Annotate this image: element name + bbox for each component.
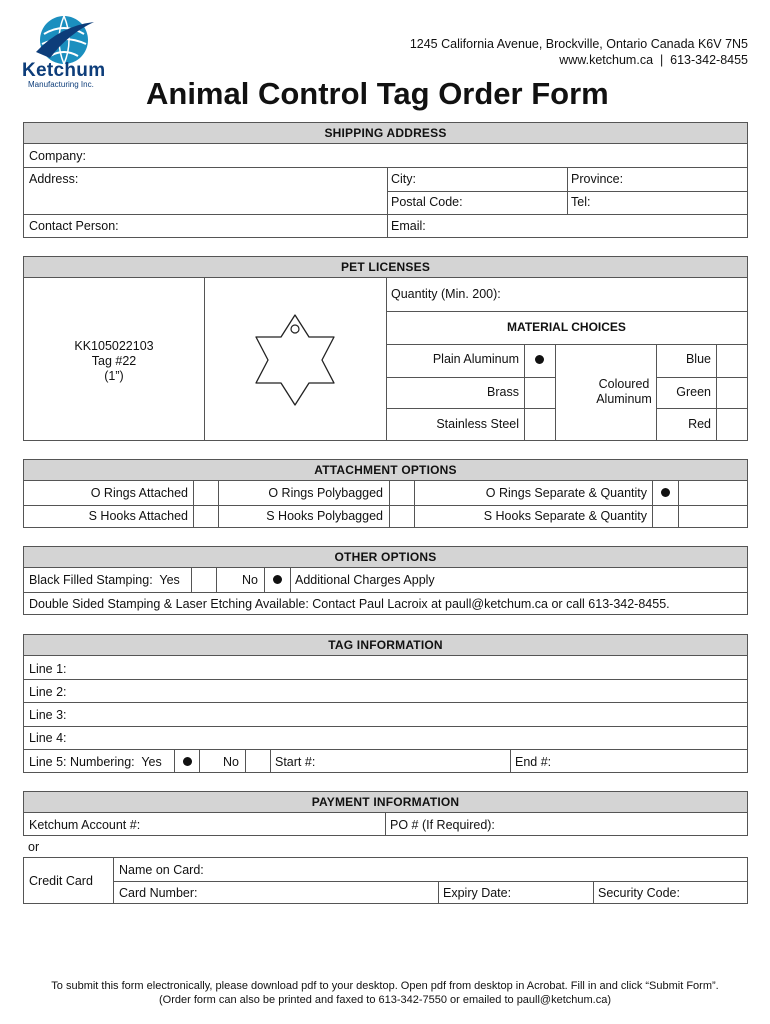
stainless-steel-checkbox[interactable]	[525, 409, 555, 441]
shipping-section	[23, 122, 748, 238]
tag-line-2-field[interactable]: Line 2:	[29, 685, 67, 699]
black-filled-no-label: No	[242, 573, 258, 587]
o-rings-attached-label: O Rings Attached	[90, 486, 188, 500]
tag-information-section	[23, 634, 748, 773]
po-number-field[interactable]: PO # (If Required):	[390, 818, 495, 832]
tel-field[interactable]: Tel:	[571, 195, 591, 209]
selected-dot-icon	[661, 488, 670, 497]
o-rings-separate-label: O Rings Separate & Quantity	[485, 486, 647, 500]
address-field[interactable]: Address:	[29, 172, 79, 186]
aluminum-label: Aluminum	[596, 392, 652, 406]
pet-licenses-heading: PET LICENSES	[24, 257, 747, 278]
email-field[interactable]: Email:	[391, 219, 426, 233]
stainless-steel-label: Stainless Steel	[436, 417, 519, 431]
credit-card-label: Credit Card	[29, 874, 93, 888]
blue-label: Blue	[685, 352, 711, 366]
s-hooks-attached-label: S Hooks Attached	[88, 509, 188, 523]
o-rings-attached-checkbox[interactable]	[194, 481, 218, 505]
brass-label: Brass	[487, 385, 519, 399]
tag-line-1-field[interactable]: Line 1:	[29, 662, 67, 676]
payment-heading: PAYMENT INFORMATION	[24, 792, 747, 813]
tag-information-heading: TAG INFORMATION	[24, 635, 747, 656]
numbering-yes-checkbox[interactable]	[175, 750, 199, 773]
coloured-label: Coloured	[598, 377, 650, 391]
tag-line-4-field[interactable]: Line 4:	[29, 731, 67, 745]
city-field[interactable]: City:	[391, 172, 416, 186]
other-options-heading: OTHER OPTIONS	[24, 547, 747, 568]
s-hooks-separate-checkbox[interactable]	[653, 506, 678, 528]
other-options-section	[23, 546, 748, 615]
submit-instructions: To submit this form electronically, please download pdf to your desktop. Open pdf from desktop in Acrobat. Fill in and click “Submit Form”.	[51, 980, 719, 992]
green-label: Green	[676, 385, 711, 399]
postal-code-field[interactable]: Postal Code:	[391, 195, 463, 209]
s-hooks-separate-label: S Hooks Separate & Quantity	[483, 509, 647, 523]
fax-instructions: (Order form can also be printed and faxed to 613-342-7550 or emailed to paull@ketchum.ca)	[158, 994, 612, 1006]
brass-checkbox[interactable]	[525, 378, 555, 408]
payment-section	[23, 791, 748, 836]
shipping-heading: SHIPPING ADDRESS	[24, 123, 747, 144]
black-filled-yes-checkbox[interactable]	[192, 568, 216, 592]
additional-charges-label: Additional Charges Apply	[295, 573, 435, 587]
s-hooks-polybagged-label: S Hooks Polybagged	[266, 509, 383, 523]
selected-dot-icon	[273, 575, 282, 584]
card-number-field[interactable]: Card Number:	[119, 886, 198, 900]
company-name: Ketchum	[22, 60, 106, 81]
red-label: Red	[688, 417, 711, 431]
black-filled-no-checkbox[interactable]	[265, 568, 290, 592]
company-address: 1245 California Avenue, Brockville, Ontario Canada K6V 7N5	[409, 37, 748, 51]
red-checkbox[interactable]	[717, 409, 748, 441]
pet-licenses-section	[23, 256, 748, 441]
material-choices-heading: MATERIAL CHOICES	[507, 320, 626, 334]
numbering-label: Line 5: Numbering: Yes	[29, 755, 162, 769]
s-hooks-polybagged-checkbox[interactable]	[390, 506, 414, 528]
blue-checkbox[interactable]	[717, 345, 748, 377]
expiry-date-field[interactable]: Expiry Date:	[443, 886, 512, 900]
page-title: Animal Control Tag Order Form	[146, 76, 609, 111]
contact-person-field[interactable]: Contact Person:	[29, 219, 119, 233]
quantity-field[interactable]: Quantity (Min. 200):	[391, 287, 501, 301]
tag-size: (1”)	[104, 369, 124, 383]
tag-number: Tag #22	[91, 354, 137, 368]
green-checkbox[interactable]	[717, 378, 748, 408]
numbering-no-label: No	[223, 755, 239, 769]
security-code-field[interactable]: Security Code:	[598, 886, 680, 900]
attachment-options-section	[23, 459, 748, 528]
star-tag-icon	[243, 310, 347, 410]
double-sided-note: Double Sided Stamping & Laser Etching Available: Contact Paul Lacroix at paull@ketchum.ca or call 613-342-8455.	[29, 597, 670, 611]
o-rings-polybagged-label: O Rings Polybagged	[268, 486, 383, 500]
end-number-field[interactable]: End #:	[515, 755, 552, 769]
company-subtitle: Manufacturing Inc.	[28, 80, 94, 89]
credit-card-section	[23, 857, 748, 904]
plain-aluminum-label: Plain Aluminum	[432, 352, 519, 366]
tag-line-3-field[interactable]: Line 3:	[29, 708, 67, 722]
company-field[interactable]: Company:	[29, 149, 86, 163]
attachment-options-heading: ATTACHMENT OPTIONS	[24, 460, 747, 481]
black-filled-stamping-label: Black Filled Stamping: Yes	[29, 573, 180, 587]
name-on-card-field[interactable]: Name on Card:	[119, 863, 204, 877]
o-rings-polybagged-checkbox[interactable]	[390, 481, 414, 505]
company-contact: www.ketchum.ca | 613-342-8455	[559, 53, 748, 67]
start-number-field[interactable]: Start #:	[275, 755, 316, 769]
or-label: or	[28, 840, 40, 854]
ketchum-account-field[interactable]: Ketchum Account #:	[29, 818, 141, 832]
plain-aluminum-checkbox[interactable]	[525, 345, 555, 377]
selected-dot-icon	[183, 757, 192, 766]
product-code: KK105022103	[74, 339, 154, 353]
s-hooks-attached-checkbox[interactable]	[194, 506, 218, 528]
selected-dot-icon	[535, 355, 544, 364]
o-rings-separate-checkbox[interactable]	[653, 481, 678, 505]
numbering-no-checkbox[interactable]	[246, 750, 270, 773]
province-field[interactable]: Province:	[571, 172, 624, 186]
